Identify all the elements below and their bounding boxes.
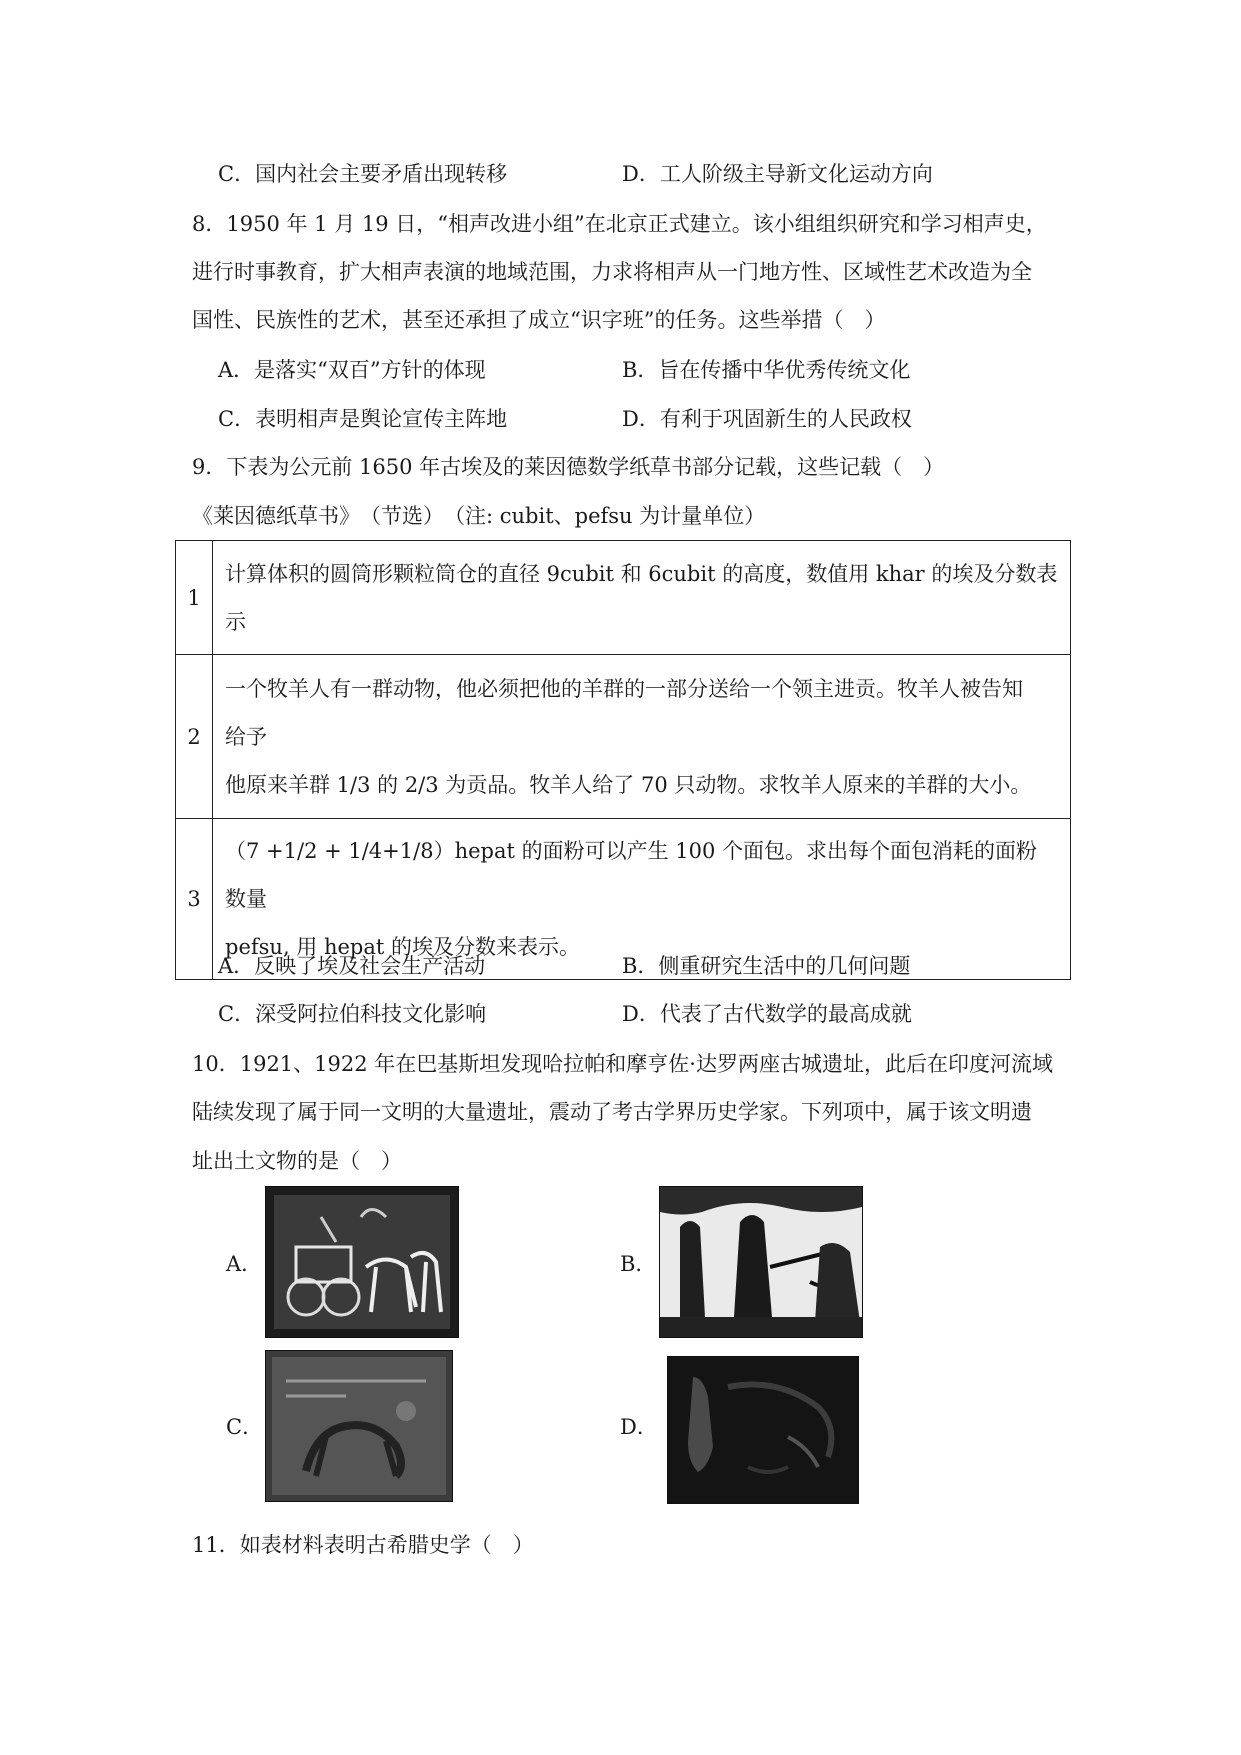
q7-option-row-right: [622, 160, 933, 188]
row-number: 2: [176, 655, 213, 819]
q7-option-d: D．工人阶级主导新文化运动方向: [622, 162, 933, 186]
q10-label-c: C．: [226, 1415, 264, 1439]
q9-table-caption: 《莱因德纸草书》 （节选） （注: cubit、pefsu 为计量单位）: [192, 504, 766, 528]
plowing-relief-image: [660, 1187, 862, 1337]
q8-option-c: C．表明相声是舆论宣传主阵地: [218, 407, 508, 431]
q9-papyrus-table: [175, 540, 1071, 980]
row-text: [213, 541, 1071, 655]
q9-option-b: B．侧重研究生活中的几何问题: [622, 954, 911, 978]
dark-artifact-image: [668, 1357, 858, 1503]
q11-stem: 11．如表材料表明古希腊史学（ ）: [192, 1533, 534, 1557]
row-text-line: 一个牧羊人有一群动物，他必须把他的羊群的一部分送给一个领主进贡。牧羊人被告知: [225, 676, 1023, 701]
q10-image-d: [667, 1356, 859, 1504]
row-text-line: 计算体积的圆筒形颗粒筒仓的直径 9cubit 和 6cubit 的高度，数值用 khar 的埃及分数表: [225, 561, 1058, 586]
row-text-line: 示: [225, 609, 246, 634]
q10-image-a: [265, 1186, 459, 1338]
q10-stem-line2: 陆续发现了属于同一文明的大量遗址，震动了考古学界历史学家。下列项中，属于该文明遗: [192, 1100, 1032, 1124]
row-number: 1: [176, 541, 213, 655]
q8-stem-line1: 8．1950 年 1 月 19 日，“相声改进小组”在北京正式建立。该小组组织研究和学习相声史，: [192, 212, 1047, 236]
table-row: [176, 655, 1071, 819]
q9-option-d: D．代表了古代数学的最高成就: [622, 1002, 912, 1026]
row-number: 3: [176, 819, 213, 980]
q10-image-c: [265, 1350, 453, 1502]
q9-option-c: C．深受阿拉伯科技文化影响: [218, 1002, 487, 1026]
q8-option-b: B．旨在传播中华优秀传统文化: [622, 358, 911, 382]
q8-stem-line3: 国性、民族性的艺术，甚至还承担了成立“识字班”的任务。这些举措（ ）: [192, 308, 886, 332]
q7-option-c: C．国内社会主要矛盾出现转移: [218, 162, 508, 186]
chariot-relief-image: [266, 1187, 458, 1337]
q9-option-a: A．反映了埃及社会生产活动: [218, 954, 486, 978]
q10-label-d: D．: [620, 1415, 658, 1439]
q10-stem-line3: 址出土文物的是（ ）: [192, 1149, 402, 1173]
q10-label-b: B．: [620, 1252, 657, 1276]
q10-stem-line1: 10．1921、1922 年在巴基斯坦发现哈拉帕和摩亨佐·达罗两座古城遗址，此后在印度河流域: [192, 1052, 1053, 1076]
row-text-line: 他原来羊群 1/3 的 2/3 为贡品。牧羊人给了 70 只动物。求牧羊人原来的羊群的大小。: [225, 772, 1032, 797]
table-row: [176, 541, 1071, 655]
q9-stem: 9．下表为公元前 1650 年古埃及的莱因德数学纸草书部分记载，这些记载（ ）: [192, 455, 945, 479]
q7-option-row: [218, 160, 507, 188]
q10-image-b: [659, 1186, 863, 1338]
q10-label-a: A．: [226, 1252, 263, 1276]
q8-stem-line2: 进行时事教育，扩大相声表演的地域范围，力求将相声从一门地方性、区域性艺术改造为全: [192, 260, 1032, 284]
seal-relief-image: [266, 1351, 452, 1501]
row-text: [213, 655, 1071, 819]
row-text-line: （7 +1/2 + 1/4+1/8）hepat 的面粉可以产生 100 个面包。求出每个面包消耗的面粉数量: [225, 839, 1038, 911]
q8-option-a: A．是落实“双百”方针的体现: [218, 358, 486, 382]
row-text-line: pefsu, 用 hepat 的埃及分数来表示。: [225, 935, 580, 959]
q8-option-d: D．有利于巩固新生的人民政权: [622, 407, 912, 431]
row-text-line: 给予: [225, 724, 267, 749]
